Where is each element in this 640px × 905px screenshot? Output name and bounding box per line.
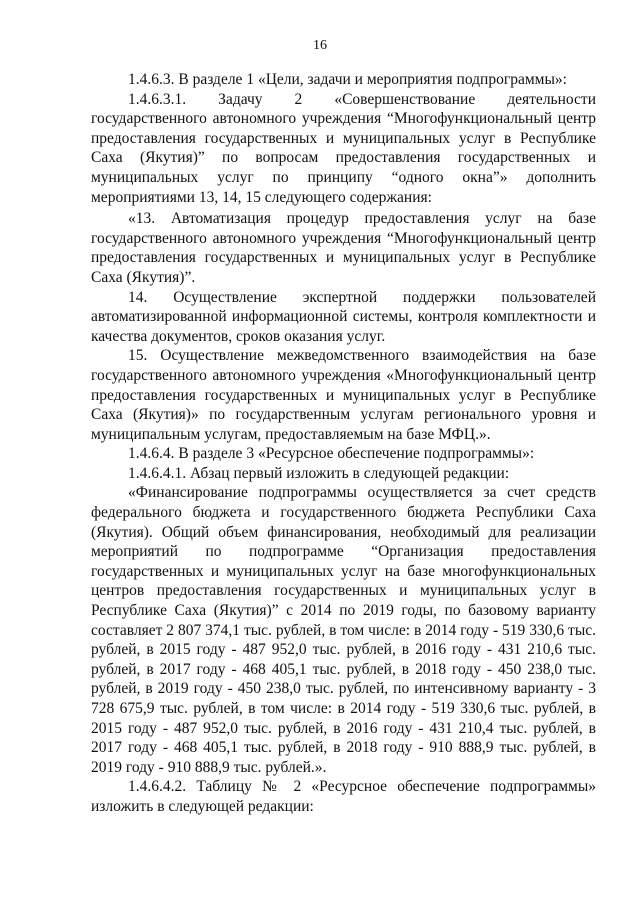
paragraph-task-2-amendment: 1.4.6.3.1. Задачу 2 «Совершенствование деятельности государственного автономного учреждения “Многофункциональный центр предоставления государственных и муниципальных услуг в Республике Саха (Якутия)” по вопросам предоставления государственных и муниципальных услуг по принципу “одного окна”» дополнить мероприятиями 13, 14, 15 следующего содержания:	[91, 90, 596, 206]
paragraph-first-paragraph-instruction: 1.4.6.4.1. Абзац первый изложить в следующей редакции:	[128, 464, 510, 482]
paragraph-measure-13: «13. Автоматизация процедур предоставления услуг на базе государственного автономного учреждения “Многофункциональный центр предоставления государственных и муниципальных услуг в Республике Саха (Якутия)”.	[91, 210, 596, 286]
paragraph-measure-15: 15. Осуществление межведомственного взаимодействия на базе государственного автономного учреждения «Многофункциональный центр предоставления государственных и муниципальных услуг в Республике Саха (Якутия)» по государственным услугам регионального уровня и муниципальным услугам, предоставляемым на базе МФЦ.».	[91, 347, 596, 443]
paragraph-financing-text: «Финансирование подпрограммы осуществляется за счет средств федерального бюджета и государственного бюджета Республики Саха (Якутия). Общий объем финансирования, необходимый для реализации мероприятий по подпрограмме “Организация предоставления государственных и муниципальных услуг на базе многофункциональных центров предоставления государственных и муниципальных услуг в Республике Саха (Якутия)” с 2014 по 2019 годы, по базовому варианту составляет 2 807 374,1 тыс. рублей, в том числе: в 2014 году - 519 330,6 тыс. рублей, в 2015 году - 487 952,0 тыс. рублей, в 2016 году - 431 210,6 тыс. рублей, в 2017 году - 468 405,1 тыс. рублей, в 2018 году - 450 238,0 тыс. рублей, в 2019 году - 450 238,0 тыс. рублей, по интенсивному варианту - 3 728 675,9 тыс. рублей, в том числе: в 2014 году - 519 330,6 тыс. рублей, в 2015 году - 487 952,0 тыс. рублей, в 2016 году - 431 210,4 тыс. рублей, в 2017 году - 468 405,1 тыс. рублей, в 2018 году - 910 888,9 тыс. рублей, в 2019 году - 910 888,9 тыс. рублей.».	[91, 484, 596, 776]
paragraph-measure-14: 14. Осуществление экспертной поддержки пользователей автоматизированной информационной системы, контроля комплектности и качества документов, сроков оказания услуг.	[91, 288, 596, 345]
paragraph-section-1-heading: 1.4.6.3. В разделе 1 «Цели, задачи и мероприятия подпрограммы»:	[128, 71, 567, 88]
paragraph-section-3-heading: 1.4.6.4. В разделе 3 «Ресурсное обеспечение подпрограммы»:	[128, 445, 535, 463]
document-body	[91, 70, 596, 817]
paragraph-table-2-instruction: 1.4.6.4.2. Таблицу № 2 «Ресурсное обеспечение подпрограммы» изложить в следующей редакции:	[91, 778, 596, 815]
page-number: 16	[313, 38, 327, 53]
